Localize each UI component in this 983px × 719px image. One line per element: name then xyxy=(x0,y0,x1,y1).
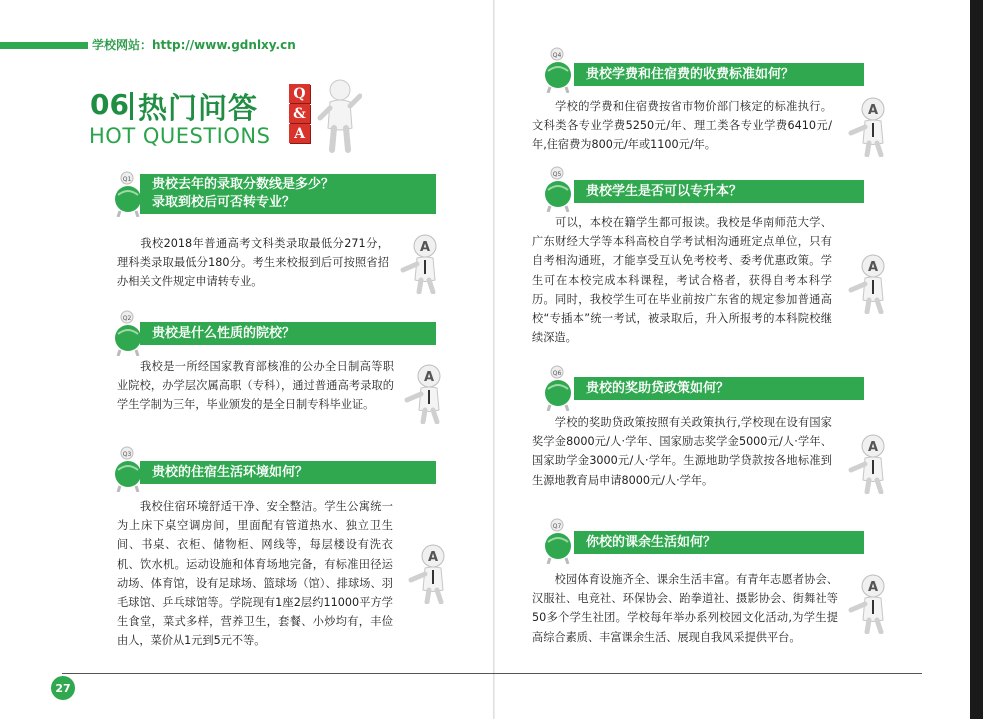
answer-text: 我校是一所经国家教育部核准的公办全日制高等职业院校，办学层次属高职（专科），通过普通高考录取的学生学制为三年，毕业颁发的是全日制专科毕业证。 xyxy=(117,360,394,412)
section-subtitle: HOT QUESTIONS xyxy=(89,124,271,148)
question-text: 你校的课余生活如何？ xyxy=(586,535,717,550)
question-text: 贵校学生是否可以专升本？ xyxy=(586,184,743,199)
answer-figure-icon xyxy=(397,232,445,294)
question-text: 贵校的住宿生活环境如何？ xyxy=(152,465,309,480)
page-edge xyxy=(970,0,983,719)
question-bar xyxy=(574,63,864,86)
question-mascot-icon xyxy=(540,166,574,212)
svg-text:A: A xyxy=(867,440,879,455)
qa-tile-amp: & xyxy=(289,104,310,123)
section-number: 06 xyxy=(90,88,129,121)
svg-text:A: A xyxy=(867,580,879,595)
header-accent-bar xyxy=(0,42,88,49)
svg-text:A: A xyxy=(419,240,431,255)
answer-text: 校园体育设施齐全、课余生活丰富。有青年志愿者协会、汉服社、电竞社、环保协会、跆拳道社、摄影协会、街舞社等50多个学生社团。学校每年举办系列校园文化活动,为学生提高综合素质、丰富课余生活、展现自我风采提供平台。 xyxy=(532,573,838,644)
question-text: 贵校的奖助贷政策如何？ xyxy=(586,381,730,396)
question-badge-label: Q2 xyxy=(122,315,132,322)
answer-text: 可以，本校在籍学生都可报读。我校是华南师范大学、广东财经大学等本科高校自学考试相沟通班定点单位，只有自考相沟通班，才能享受互认免考校考、委考优惠政策。学生可在本校完成本科课程，考试合格者，获得自考本科学历。同时，我校学生可在毕业前按广东省的规定参加普通高校“专插本”统一考试，被录取后，升入所报考的本科院校继续深造。 xyxy=(532,216,832,345)
qa-tile-q: Q xyxy=(289,84,310,103)
question-mascot-icon xyxy=(540,365,574,411)
qa-figure-icon xyxy=(312,78,362,154)
answer-text: 我校住宿环境舒适干净、安全整洁。学生公寓统一为上床下桌空调房间，里面配有管道热水、独立卫生间、书桌、衣柜、储物柜、网线等，每层楼设有洗衣机、饮水机。运动设施和体育场地完备，有标准田径运动场、体育馆，设有足球场、篮球场（馆）、排球场、羽毛球馆、乒乓球馆等。学院现有1座2层约11000平方学生食堂，菜式多样，营养卫生，套餐、小炒均有，丰俭由人，菜价从1元到5元不等。 xyxy=(117,500,393,648)
section-divider xyxy=(130,92,133,120)
question-bar xyxy=(140,322,436,345)
page-spine xyxy=(493,0,495,719)
svg-text:A: A xyxy=(427,550,439,565)
answer-figure-icon xyxy=(401,362,449,424)
question-text: 贵校学费和住宿费的收费标准如何？ xyxy=(586,67,795,82)
question-mascot-icon xyxy=(540,47,574,93)
answer-figure-icon xyxy=(845,572,893,634)
question-text: 贵校去年的录取分数线是多少？ 录取到校后可否转专业？ xyxy=(152,177,335,210)
answer-figure-icon xyxy=(845,252,893,314)
svg-text:A: A xyxy=(423,370,435,385)
page-number: 27 xyxy=(51,676,75,700)
question-mascot-icon xyxy=(540,518,574,564)
question-badge-label: Q5 xyxy=(552,171,562,178)
answer-text: 学校的奖助贷政策按照有关政策执行,学校现在设有国家奖学金8000元/人·学年、国家励志奖学金5000元/人·学年、国家助学金3000元/人·学年。生源地助学贷款按各地标准到生源地教育局申请8000元/人·学年。 xyxy=(532,416,832,487)
footer-divider xyxy=(62,673,922,674)
question-badge-label: Q1 xyxy=(122,176,132,183)
answer-figure-icon xyxy=(845,432,893,494)
question-mascot-icon xyxy=(110,446,144,492)
question-mascot-icon xyxy=(110,171,144,217)
question-bar xyxy=(574,377,864,400)
answer-figure-icon xyxy=(405,542,453,604)
section-title: 热门问答 xyxy=(138,91,259,125)
question-mascot-icon xyxy=(110,310,144,356)
question-badge-label: Q6 xyxy=(552,370,562,377)
question-bar xyxy=(140,174,436,214)
answer-text: 学校的学费和住宿费按省市物价部门核定的标准执行。文科类各专业学费5250元/年、理工类各专业学费6410元/年,住宿费为800元/年或1100元/年。 xyxy=(532,100,832,152)
question-badge-label: Q7 xyxy=(552,523,562,530)
svg-text:A: A xyxy=(867,103,879,118)
question-bar xyxy=(140,461,436,484)
qa-tile-a: A xyxy=(289,124,310,143)
question-bar xyxy=(574,531,864,554)
question-text: 贵校是什么性质的院校？ xyxy=(152,326,296,341)
svg-text:A: A xyxy=(867,260,879,275)
school-website[interactable]: 学校网站：http://www.gdnlxy.cn xyxy=(92,38,296,52)
question-badge-label: Q4 xyxy=(552,52,562,59)
answer-figure-icon xyxy=(845,95,893,157)
question-badge-label: Q3 xyxy=(122,451,132,458)
question-bar xyxy=(574,180,864,203)
answer-text: 我校2018年普通高考文科类录取最低分271分，理科类录取最低分180分。考生来校报到后可按照省招办相关文件规定申请转专业。 xyxy=(117,237,389,289)
